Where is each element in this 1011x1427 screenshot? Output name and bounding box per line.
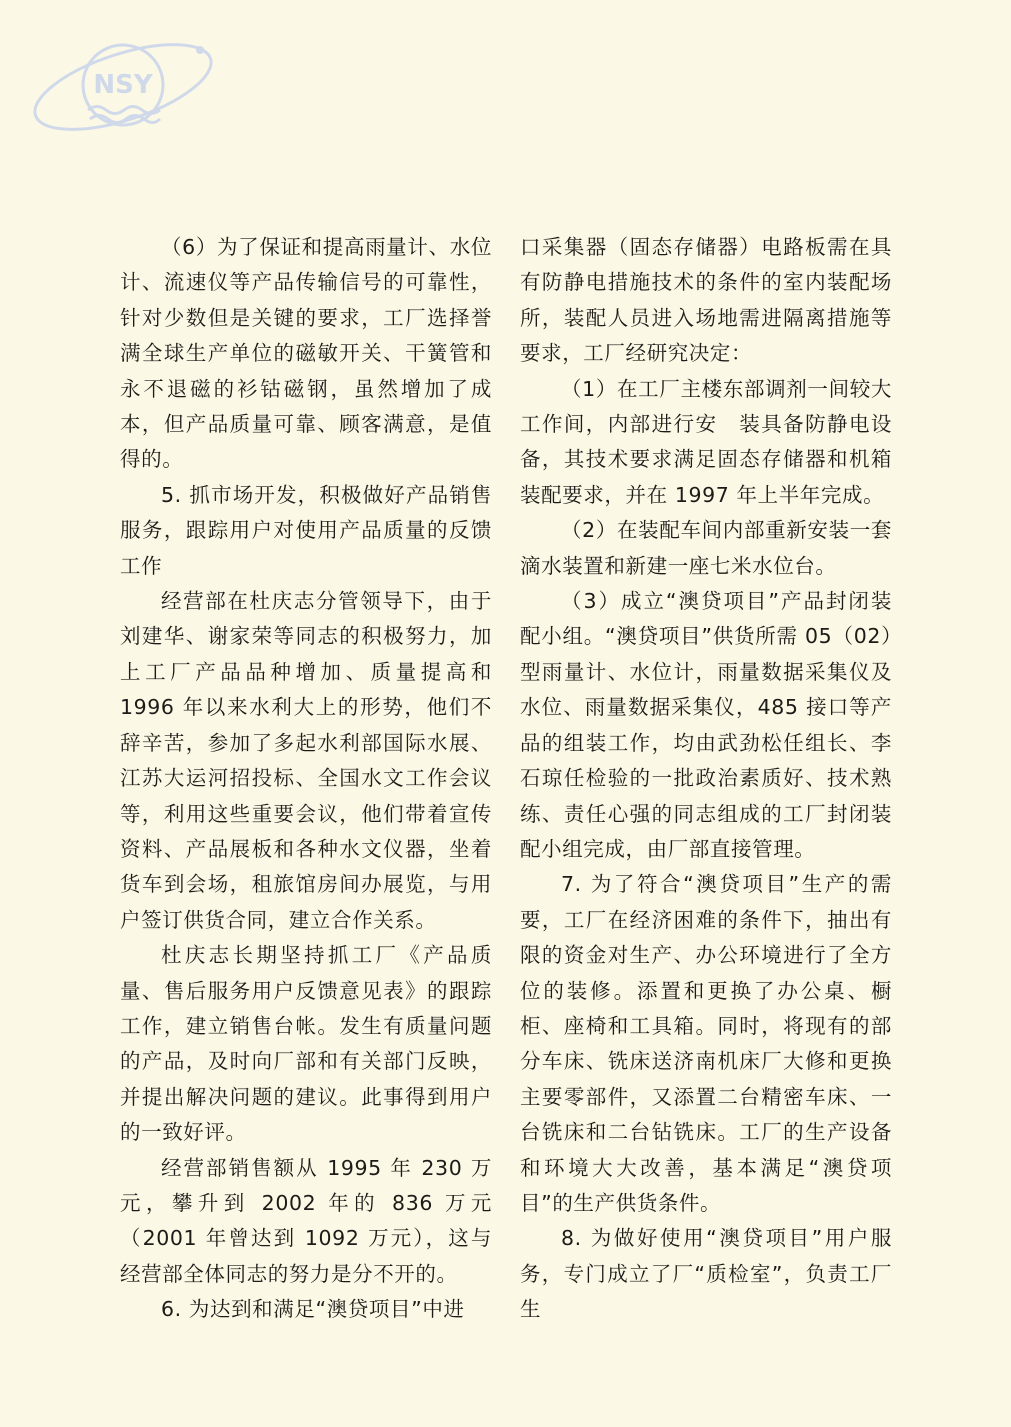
left-text-column	[120, 230, 492, 1328]
paragraph: 经营部销售额从 1995 年 230 万元，攀升到 2002 年的 836 万元（2001 年曾达到 1092 万元），这与经营部全体同志的努力是分不开的。	[120, 1155, 492, 1286]
list-item: （3）成立“澳贷项目”产品封闭装配小组。“澳贷项目”供货所需 05（02）型雨量计、水位计，雨量数据采集仪及水位、雨量数据采集仪，485 接口等产品的组装工作，均由武劲松任组长、李石琼任检验的一批政治素质好、技术熟练、责任心强的同志组成的工厂封闭装配小组完成，由厂部直接管理。	[520, 589, 892, 861]
section-heading-8: 8. 为做好使用“澳贷项目”用户服务，专门成立了厂“质检室”，负责工厂生	[520, 1226, 892, 1322]
section-heading-6: 6. 为达到和满足“澳贷项目”中进	[161, 1297, 465, 1322]
company-logo	[28, 30, 228, 140]
section-heading-5: 5. 抓市场开发，积极做好产品销售服务，跟踪用户对使用产品质量的反馈工作	[120, 482, 492, 578]
paragraph: 经营部在杜庆志分管领导下，由于刘建华、谢家荣等同志的积极努力，加上工厂产品品种增加、质量提高和 1996 年以来水利大上的形势，他们不辞辛苦，参加了多起水利部国际水展、江苏大运河招投标、全国水文工作会议等，利用这些重要会议，他们带着宣传资料、产品展板和各种水文仪器，坐着货车到会场，租旅馆房间办展览，与用户签订供货合同，建立合作关系。	[120, 589, 492, 932]
paragraph: （6）为了保证和提高雨量计、水位计、流速仪等产品传输信号的可靠性，针对少数但是关键的要求，工厂选择誉满全球生产单位的磁敏开关、干簧管和永不退磁的衫钴磁钢，虽然增加了成本，但产品质量可靠、顾客满意，是值得的。	[120, 235, 492, 472]
paragraph: 杜庆志长期坚持抓工厂《产品质量、售后服务用户反馈意见表》的跟踪工作，建立销售台帐。发生有质量问题的产品，及时向厂部和有关部门反映，并提出解决问题的建议。此事得到用户的一致好评。	[120, 943, 492, 1145]
right-text-column	[520, 230, 892, 1328]
section-heading-7: 7. 为了符合“澳贷项目”生产的需要，工厂在经济困难的条件下，抽出有限的资金对生产、办公环境进行了全方位的装修。添置和更换了办公桌、橱柜、座椅和工具箱。同时，将现有的部分车床、铣床送济南机床厂大修和更换主要零部件，又添置二台精密车床、一台铣床和二台钻铣床。工厂的生产设备和环境大大改善，基本满足“澳贷项目”的生产供货条件。	[520, 872, 892, 1215]
list-item: （1）在工厂主楼东部调剂一间较大工作间，内部进行安 装具备防静电设备，其技术要求满足固态存储器和机箱装配要求，并在 1997 年上半年完成。	[520, 376, 892, 507]
paragraph-continued: 口采集器（固态存储器）电路板需在具有防静电措施技术的条件的室内装配场所，装配人员进入场地需进隔离措施等要求，工厂经研究决定：	[520, 235, 892, 366]
list-item: （2）在装配车间内部重新安装一套滴水装置和新建一座七米水位台。	[520, 518, 892, 578]
svg-text:NSY: NSY	[93, 70, 153, 100]
